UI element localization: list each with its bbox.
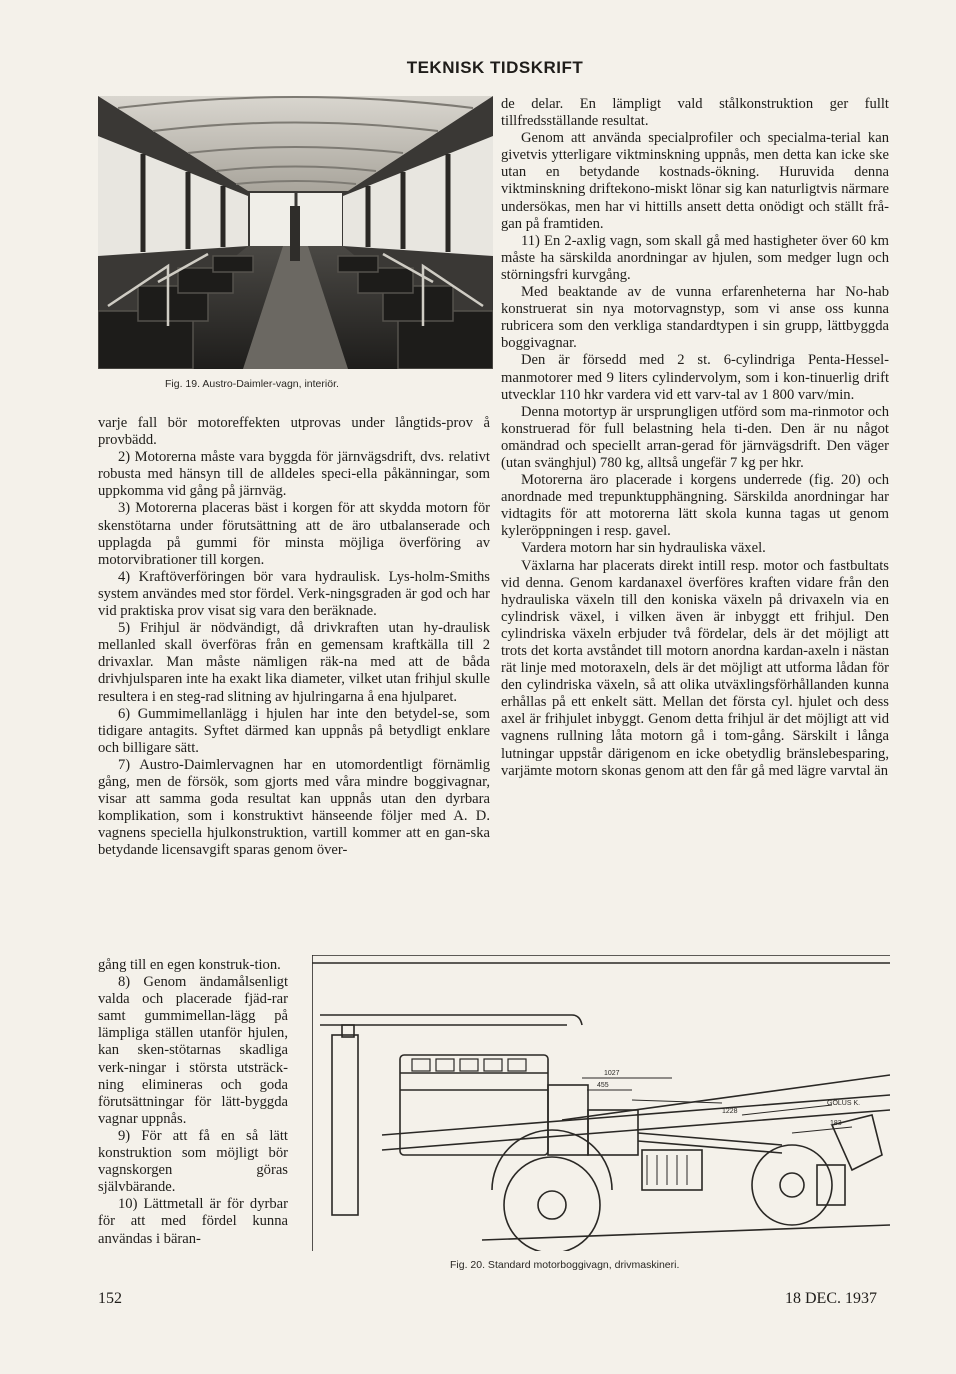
paragraph: 6) Gummimellanlägg i hjulen har inte den betydel-se, som tidigare antagits. Syftet därmed kan uppnås på betydligt enklare och billigare sätt.: [98, 705, 490, 756]
journal-title: TEKNISK TIDSKRIFT: [406, 58, 584, 77]
paragraph: 10) Lättmetall är för dyrbar för att med fördel kunna användas i bäran-: [98, 1196, 288, 1247]
right-column: [501, 96, 889, 780]
fig20-drivetrain-drawing: [312, 955, 890, 1251]
interior-photo-illustration: [98, 96, 493, 369]
fig20-caption: Fig. 20. Standard motorboggivagn, drivmaskineri.: [450, 1259, 680, 1271]
dimension-label: 455: [597, 1082, 609, 1089]
paragraph: Genom att använda specialprofiler och specialma-terial kan givetvis ytterligare viktminskning uppnås, men detta kan icke ske utan en betydande kostnads-ökning. Huruvida denna viktminskning driftekono-miskt lönar sig kan naturligtvis närmare undersökas, men har vi hittills ansett detta onödigt och ställt frå-gan på framtiden.: [501, 130, 889, 232]
paragraph: Växlarna har placerats direkt intill resp. motor och fastbultats vid denna. Genom kardanaxel överföres kraften vidare från den hydrauliska växeln till den koniska växeln på drivaxeln via en cylindrisk växel, i vilken även är inbyggt ett frihjul. Den cylindriska växeln erbjuder två fördelar, dels är det möjligt att trots det korta avståndet till motorn anordna kardan-axeln i nästan rät linje med motoraxeln, dels är det möjligt att utforma lådan för den cylindriska växeln, så att olika utväxlingsförhållanden kunna erhållas på ett enkelt sätt. Mellan det första cyl. hjulet och dess axel är frihjulet inbyggt. Genom detta frihjul är det möjligt att vid vagnens rullning låta motorn gå i tom-gång. Särskilt i långa lutningar uppstår därigenom en icke obetydlig bränslebesparing, varjämte motorn skonas genom att den får gå med lägre varvtal än: [501, 557, 889, 779]
narrow-column: [98, 957, 288, 1248]
fig19-interior-photo: [98, 96, 493, 369]
left-column: [98, 415, 490, 859]
paragraph: Motorerna äro placerade i korgens underrede (fig. 20) och anordnade med trepunktupphängning. Särskilda anordningar har vidtagits för att motorerna lätt skola kunna tagas ut genom kyleröppningen i resp. gavel.: [501, 472, 889, 540]
page-number: 152: [98, 1290, 122, 1307]
paragraph: 2) Motorerna måste vara byggda för järnvägsdrift, dvs. relativt robusta med hänsyn till de alldeles speci-ella påkänningar, som uppkomma vid gång på järnväg.: [98, 449, 490, 500]
paragraph: Den är försedd med 2 st. 6-cylindriga Penta-Hessel-manmotorer med 9 liters cylindervolym, som i kon-tinuerlig drift utvecklar 110 hkr vardera vid ett varv-tal av 1 800 varv/min.: [501, 352, 889, 403]
issue-date: 18 DEC. 1937: [785, 1290, 877, 1307]
paragraph: 8) Genom ändamålsenligt valda och placerade fjäd-rar samt gummimellan-lägg på lämpliga ställen utanför hjulen, kan sken-stötarnas skadliga verk-ningar i största utsträck-ning elimineras och goda förutsättningar för lätt-byggda vagnar uppnås.: [98, 974, 288, 1127]
paragraph: Med beaktande av de vunna erfarenheterna har No-hab konstruerat sin nya motorvagnstyp, som vi anse oss kunna rubricera som den verkliga standardtypen i sin grupp, lättbyggda boggivagnar.: [501, 284, 889, 352]
paragraph: de delar. En lämpligt vald stålkonstruktion ger fullt tillfredsställande resultat.: [501, 96, 889, 130]
paragraph: 3) Motorerna placeras bäst i korgen för att skydda motorn för skenstötarna under förutsättning att de äro utbalanserade och upplagda på gummi för minsta möjliga överföring av motorvibrationer till korgen.: [98, 500, 490, 568]
dimension-label: 1228: [722, 1108, 738, 1115]
paragraph: 7) Austro-Daimlervagnen har en utomordentligt förnämlig gång, men de försök, som gjorts med våra mindre boggivagnar, visar att samma goda resultat kan uppnås utan den dyrbara komplikation, som i konstruktivt hänseende följer med A. D. vagnens speciella hjulkonstruktion, vartill kommer att en gan-ska betydande licensavgift sparas genom över-: [98, 756, 490, 859]
paragraph: 5) Frihjul är nödvändigt, då drivkraften utan hy-draulisk mellanled skall överföras från en gemensam kraftkälla till 2 drivaxlar. Man måste nämligen räk-na med att de båda drivhjulsparen inte ha exakt lika diameter, vilket utan frihjul skulle resultera i en steg-rad slitning av hjulringarna å ena hjulparet.: [98, 620, 490, 705]
dimension-label: 183: [830, 1120, 842, 1127]
paragraph: 9) För att få en så lätt konstruktion som möjligt bör vagnskorgen göras självbärande.: [98, 1127, 288, 1196]
paragraph: 11) En 2-axlig vagn, som skall gå med hastigheter över 60 km måste ha särskilda anordningar av hjulen, som medger lugn och störningsfri kurvgång.: [501, 232, 889, 283]
signature-label: GÖLÜS K.: [827, 1100, 861, 1107]
paragraph: 4) Kraftöverföringen bör vara hydraulisk. Lys-holm-Smiths system användes med stor fördel. Verk-ningsgraden är god och har vid praktiska prov visat sig vara den beräknade.: [98, 568, 490, 620]
paragraph: gång till en egen konstruk-tion.: [98, 957, 281, 973]
fig19-caption: Fig. 19. Austro-Daimler-vagn, interiör.: [165, 378, 339, 390]
paragraph: Denna motortyp är ursprungligen utförd som ma-rinmotor och konstruerad för full belastning hela ti-den. Den är nu något omändrad och speciellt arran-gerad för järnvägsdrift. Den väger (utan svänghjul) 780 kg, alltså ungefär 7 kg per hkr.: [501, 403, 889, 471]
dimension-label: 1027: [604, 1070, 620, 1077]
paragraph: Vardera motorn har sin hydrauliska växel.: [521, 540, 766, 557]
drivetrain-illustration: [312, 955, 890, 1251]
paragraph: varje fall bör motoreffekten utprovas under långtids-prov å provbädd.: [98, 415, 490, 449]
